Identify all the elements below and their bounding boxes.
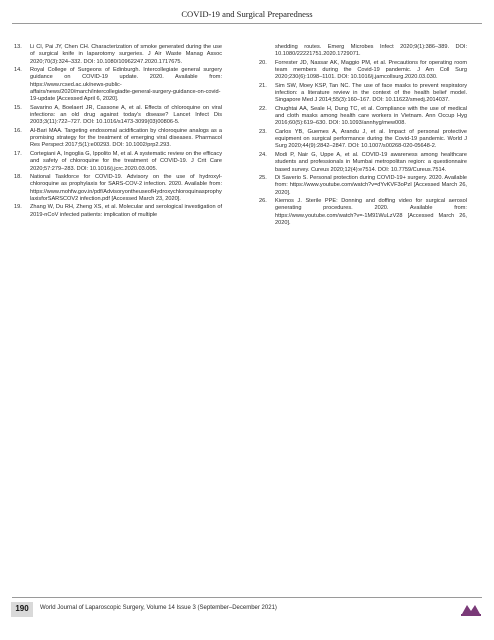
reference-number: 17. bbox=[14, 150, 22, 157]
reference-item bbox=[259, 152, 467, 174]
reference-number: 14. bbox=[14, 67, 22, 74]
reference-item bbox=[14, 67, 222, 104]
reference-item bbox=[14, 174, 222, 203]
running-title: COVID-19 and Surgical Preparedness bbox=[181, 9, 313, 19]
reference-number: 13. bbox=[14, 44, 22, 50]
reference-item bbox=[14, 128, 222, 150]
reference-number: 26. bbox=[259, 197, 267, 204]
reference-text: Zhang W, Du RH, Zheng XS, et al. Molecular and serological investigation of 2019-nCoV infected patients: implication of multiple bbox=[30, 204, 222, 218]
reference-number: 22. bbox=[259, 105, 267, 112]
reference-text: Di Saverio S. Personal protection during COVID-19+ surgery. 2020. Available from: https://www.youtube.com/watch?v=dYvKVF3oPzI [Accessed March 26, 2020]. bbox=[275, 174, 467, 196]
reference-item bbox=[14, 105, 222, 127]
reference-text: Savarino A, Boelaert JR, Cassone A, et al. Effects of chloroquine on viral infections: an old drug against today's disease? Lancet Infect Dis 2003;3(11):722–727. DOI: 10.1016/s1473-3099(03)00806-5. bbox=[30, 104, 222, 126]
publisher-logo-icon bbox=[460, 602, 482, 617]
reference-text: Forrester JD, Nassar AK, Maggio PM, et al. Precautions for operating room team members during the Covid-19 pandemic. J Am Coll Surg 2020;230(6):1098–1101. DOI: 10.1016/j.jamcollsurg.2020.03.030. bbox=[275, 59, 467, 81]
reference-text: Modi P, Nair G, Uppe A, et al. COVID-19 awareness among healthcare students and professionals in Mumbai metropolitan region: a questionnaire based survey. Cureus 2020;12(4):e7514. DOI: 10.7759/Cureus.7514. bbox=[275, 151, 467, 173]
reference-text: Carlos YB, Guemes A, Arandu J, et al. Impact of personal protective equipment on surgical performance during the Covid-19 pandemic. World J Surg 2020;44(9):2842–2847. DOI: 10.1007/s00268-020-05648-2. bbox=[275, 128, 467, 150]
reference-item bbox=[14, 204, 222, 219]
reference-number: 18. bbox=[14, 173, 22, 180]
reference-number: 20. bbox=[259, 59, 267, 66]
reference-item bbox=[14, 44, 222, 66]
reference-number: 25. bbox=[259, 174, 267, 181]
reference-item bbox=[259, 60, 467, 82]
reference-item bbox=[259, 129, 467, 151]
reference-text: Cortegiani A, Ingoglia G, Ippolito M, et al. A systematic review on the efficacy and safety of chloroquine for the treatment of COVID-19. J Crit Care 2020;57:279–283. DOI: 10.1016/j.jcrc.2020.03.005. bbox=[30, 150, 222, 172]
reference-number: 15. bbox=[14, 104, 22, 111]
journal-citation: World Journal of Laparoscopic Surgery, Volume 14 Issue 3 (September–December 2021) bbox=[40, 605, 277, 611]
reference-number: 19. bbox=[14, 204, 22, 211]
reference-item bbox=[14, 151, 222, 173]
reference-number: 21. bbox=[259, 82, 267, 89]
reference-text: Sim SW, Moey KSP, Tan NC. The use of face masks to prevent respiratory infection: a literature review in the context of the health belief model. Singapore Med J 2014;55(3):160–167. DOI: 10.11622/smedj.2014037. bbox=[275, 82, 467, 104]
page-number-box bbox=[11, 602, 33, 617]
reference-item bbox=[259, 175, 467, 197]
reference-number: 23. bbox=[259, 128, 267, 135]
reference-item-continued bbox=[259, 44, 467, 59]
reference-column-right bbox=[259, 44, 467, 228]
reference-text: National Taskforce for COVID-19. Advisory on the use of hydroxyl-chloroquine as prophylaxis for SARS-COV-2 infection. 2020. Available from: https://www.mohfw.gov.in/pdf/AdvisoryontheuseofHydroxychloroquinasprophylaxisforSARSCOV2 infection.pdf [Accessed March 23, 2020]. bbox=[30, 173, 222, 202]
reference-item bbox=[259, 83, 467, 105]
reference-text: Royal College of Surgeons of Edinburgh. Intercollegiate general surgery guidance on COVID-19 update. 2020. Available from: https://www.rcsed.ac.uk/news-public-affairs/news/2020/march/intercollegiadte-general-surgery-guidance-on-covid-19-update [Accessed April 6, 2020]. bbox=[30, 67, 222, 103]
reference-text: shedding routes. Emerg Microbes Infect 2020;9(1):386–389. DOI: 10.1080/22221751.2020.1729071. bbox=[275, 44, 467, 58]
reference-column-left bbox=[14, 44, 222, 220]
reference-number: 24. bbox=[259, 151, 267, 158]
reference-text: Kiernos J. Sterile PPE: Donning and doffing video for surgical aerosol generating procedures. 2020. Available from: https://www.youtube.com/watch?v=-1M91WuLzV28 [Accessed March 26, 2020]. bbox=[275, 197, 467, 226]
reference-text: Chughtai AA, Seale H, Dung TC, et al. Compliance with the use of medical and cloth masks among health care workers in Vietnam. Ann Occup Hyg 2016;60(5):619–630. DOI: 10.1093/annhyg/mew008. bbox=[275, 105, 467, 127]
reference-number: 16. bbox=[14, 127, 22, 134]
page-number: 190 bbox=[15, 604, 29, 613]
reference-text: Al-Bari MAA. Targeting endosomal acidification by chloroquine analogs as a promising strategy for the treatment of emerging viral diseases. Pharmacol Res Perspect 2017;5(1):e00293. DOI: 10.1002/prp2.293. bbox=[30, 127, 222, 149]
reference-text: Li CI, Pai JY, Chen CH. Characterization of smoke generated during the use of surgical knife in laparotomy surgeries. J Air Waste Manag Assoc 2020;70(3):324–332. DOI: 10.1080/10962247.2020.1717675. bbox=[30, 44, 222, 65]
header-rule bbox=[12, 23, 482, 24]
reference-item bbox=[259, 198, 467, 227]
reference-item bbox=[259, 106, 467, 128]
footer-rule bbox=[12, 597, 482, 598]
